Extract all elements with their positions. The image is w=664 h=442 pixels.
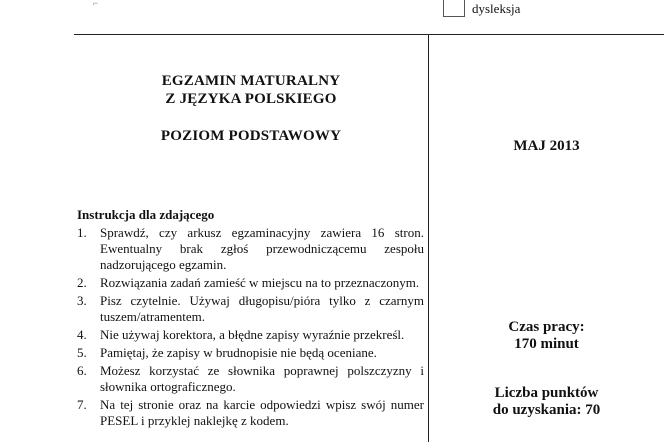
points-value: do uzyskania: 70 xyxy=(492,402,601,418)
time-label: Czas pracy: xyxy=(508,319,585,335)
cut-off-mark: ⌐ xyxy=(93,0,99,8)
instruction-text: Na tej stronie oraz na karcie odpowiedzi wpisz swój numer PESEL i przyklej naklejkę z kodem. xyxy=(100,397,424,428)
points-label: Liczba punktów xyxy=(494,385,599,401)
header-divider xyxy=(74,34,664,35)
instruction-item: 1. Sprawdź, czy arkusz egzaminacyjny zawiera 16 stron. Ewentualny brak zgłoś przewodniczącemu zespołu nadzorującego egzamin. xyxy=(77,225,424,272)
exam-title-line2: Z JĘZYKA POLSKIEGO xyxy=(165,91,337,107)
instruction-item: 7. Na tej stronie oraz na karcie odpowiedzi wpisz swój numer PESEL i przyklej naklejkę z kodem. xyxy=(77,397,424,428)
instruction-item: 5. Pamiętaj, że zapisy w brudnopisie nie będą oceniane. xyxy=(77,345,377,360)
instruction-text: Nie używaj korektora, a błędne zapisy wyraźnie przekreśl. xyxy=(100,327,405,342)
instruction-text: Pamiętaj, że zapisy w brudnopisie nie będą oceniane. xyxy=(100,345,377,360)
instruction-text: Sprawdź, czy arkusz egzaminacyjny zawiera 16 stron. Ewentualny brak zgłoś przewodniczącemu zespołu nadzorującego egzamin. xyxy=(100,225,424,272)
exam-date: MAJ 2013 xyxy=(513,138,580,154)
dyslexia-checkbox[interactable] xyxy=(443,0,465,17)
instruction-item: 3. Pisz czytelnie. Używaj długopisu/pióra tylko z czarnym tuszem/atramentem. xyxy=(77,293,424,324)
instruction-item: 4. Nie używaj korektora, a błędne zapisy wyraźnie przekreśl. xyxy=(77,327,405,342)
column-divider xyxy=(428,34,429,442)
instruction-text: Pisz czytelnie. Używaj długopisu/pióra tylko z czarnym tuszem/atramentem. xyxy=(100,293,424,324)
exam-level: POZIOM PODSTAWOWY xyxy=(160,128,342,144)
instructions-list xyxy=(77,225,424,431)
instruction-item: 6. Możesz korzystać ze słownika poprawnej polszczyzny i słownika ortograficznego. xyxy=(77,363,424,394)
exam-title-line1: EGZAMIN MATURALNY xyxy=(161,73,341,89)
instruction-item: 2. Rozwiązania zadań zamieść w miejscu na to przeznaczonym. xyxy=(77,275,420,290)
time-value: 170 minut xyxy=(514,336,579,352)
dyslexia-label: dysleksja xyxy=(472,1,521,16)
instruction-text: Możesz korzystać ze słownika poprawnej polszczyzny i słownika ortograficznego. xyxy=(100,363,424,394)
instruction-text: Rozwiązania zadań zamieść w miejscu na to przeznaczonym. xyxy=(100,275,420,290)
instructions-title: Instrukcja dla zdającego xyxy=(77,207,215,222)
